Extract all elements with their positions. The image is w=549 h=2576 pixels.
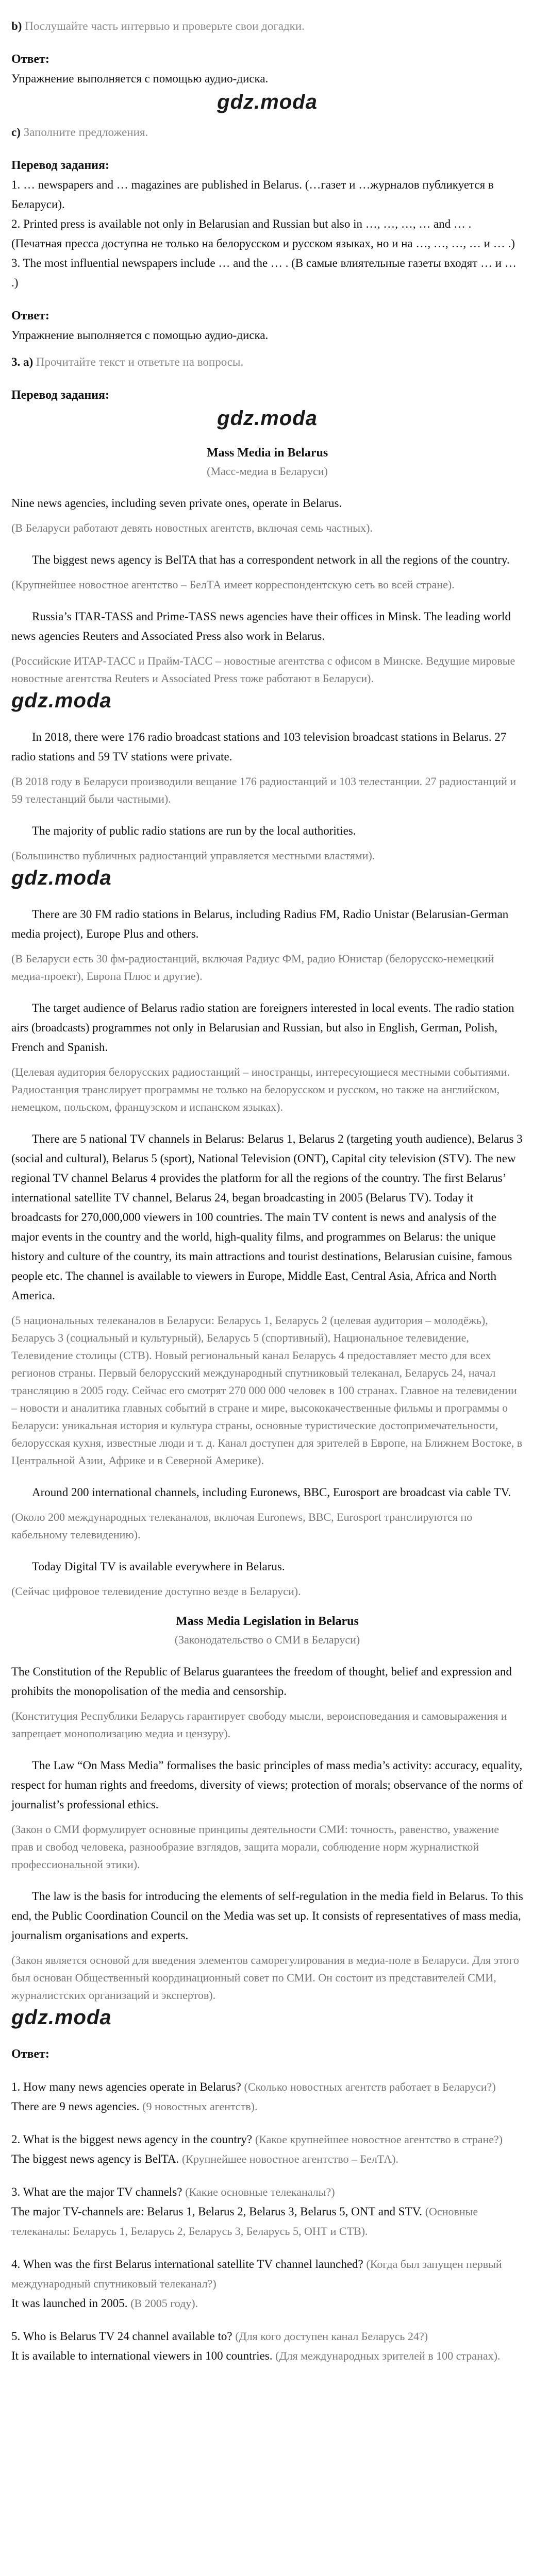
paragraph-english: There are 30 FM radio stations in Belarus, including Radius FM, Radio Unistar (Belarusian-German media project), Europe Plus and others. bbox=[11, 908, 509, 940]
answer-translation: (9 новостных агентств). bbox=[142, 2100, 258, 2113]
text-line: 1. … newspapers and … magazines are published in Belarus. (…газет и …журналов публикуется в Беларуси). bbox=[11, 178, 494, 211]
exercise-text: Заполните предложения. bbox=[23, 126, 148, 139]
paragraph-translation: (5 национальных телеканалов в Беларуси: Беларусь 1, Беларусь 2 (целевая аудитория – молодёжь), Беларусь 3 (социальный и культурный), Беларусь 5 (спортивный), Национальное телевидение, Телевидение столицы (СТВ). Новый региональный канал Беларусь 4 предоставляет место для всех регионов страны. Первый белорусский международный спутниковый телеканал, Беларусь 24, начал трансляцию в 2005 году. Сейчас его смотрят 270 000 000 человек в 100 странах. Главное на телевидении – новости и аналитика главных событий в стране и мире, высококачественные фильмы и программы о Беларуси: уникальная история и культура страны, основные туристические достопримечательности, белорусская кухня, известные люди и т. д. Канал доступен для зрителей в Европе, на Ближнем Востоке, в Центральной Азии, Африке и в Северной Америке). bbox=[11, 1314, 523, 1467]
watermark: gdz.moda bbox=[217, 407, 318, 430]
question-line bbox=[11, 2130, 523, 2149]
question-line bbox=[11, 2255, 523, 2294]
paragraph bbox=[11, 1756, 523, 1873]
article-subtitle-translation: (Законодательство о СМИ в Беларуси) bbox=[174, 1633, 360, 1646]
exercise-instruction bbox=[11, 123, 523, 142]
exercise-number: b) bbox=[11, 20, 22, 32]
paragraph-translation: (Закон является основой для введения элементов саморегулирования в медиа-поле в Беларуси. Для этого был основан Общественный координационный совет по СМИ. Он состоит из представителей СМИ, журналистских организаций и экспертов). bbox=[11, 1954, 519, 2002]
answer-item bbox=[11, 2077, 523, 2116]
question-line bbox=[11, 2327, 523, 2346]
answer-item bbox=[11, 2255, 523, 2313]
exercise-text: Прочитайте текст и ответьте на вопросы. bbox=[36, 355, 244, 368]
exercise-number: 3. a) bbox=[11, 355, 34, 368]
text-line: Упражнение выполняется с помощью аудио-диска. bbox=[11, 72, 269, 85]
paragraph-english: There are 5 national TV channels in Belarus: Belarus 1, Belarus 2 (targeting youth audience), Belarus 3 (social and cultural), Belarus 5 (sport), National Television (ONT), Capital city television (STV). The new regional TV channel Belarus 4 provides the platform for all the regions of the country. The first Belarus’ international satellite TV channel, Belarus 24, began broadcasting in 2005 (Belarus TV). Today it broadcasts for 270,000,000 viewers in 100 countries. The main TV content is news and analysis of the major events in the country and the world, high-quality films, and programmes on Belarus: the unique history and culture of the country, its main attractions and tourist destinations, Belarusian cuisine, famous people etc. The channel is available to viewers in Europe, Middle East, Central Asia, Africa and North America. bbox=[11, 1132, 523, 1302]
paragraph bbox=[11, 550, 523, 594]
paragraph-translation: (Целевая аудитория белорусских радиостанций – иностранцы, интересующиеся местными событиями. Радиостанция транслирует программы не только на белорусском и русском, но также на английском, немецком, польском, французском и испанском языках). bbox=[11, 1065, 510, 1113]
question-english: 5. Who is Belarus TV 24 channel available to? bbox=[11, 2330, 232, 2343]
paragraph-english: The Constitution of the Republic of Belarus guarantees the freedom of thought, belief and expression and prohibits the monopolisation of the media and censorship. bbox=[11, 1665, 512, 1698]
section-heading: Перевод задания: bbox=[11, 388, 109, 402]
paragraph-translation: (Около 200 международных телеканалов, включая Euronews, BBC, Eurosport транслируются по кабельному телевидению). bbox=[11, 1511, 473, 1541]
answer-english: It was launched in 2005. bbox=[11, 2297, 128, 2310]
question-translation: (Когда был запущен первый международный спутниковый телеканал?) bbox=[11, 2258, 502, 2290]
paragraph-translation: (Сейчас цифровое телевидение доступно везде в Беларуси). bbox=[11, 1585, 301, 1598]
paragraph-english: The Law “On Mass Media” formalises the basic principles of mass media’s activity: accuracy, equality, respect for human rights and freedoms, diversity of views; protection of morals; observance of the norms of journalist’s professional ethics. bbox=[11, 1759, 523, 1811]
paragraph-translation: (В 2018 году в Беларуси производили вещание 176 радиостанций и 103 телестанции. 27 радиостанций и 59 телестанций были частными). bbox=[11, 775, 517, 805]
paragraph-english: The law is the basis for introducing the elements of self-regulation in the media field in Belarus. To this end, the Public Coordination Council on the Media was set up. It consists of representatives of mass media, journalism organisations and experts. bbox=[11, 1890, 523, 1942]
paragraph-translation: (В Беларуси есть 30 фм-радиостанций, включая Радиус ФМ, радио Юнистар (белорусско-немецкий медиа-проект), Европа Плюс и другие). bbox=[11, 952, 494, 982]
answer-item bbox=[11, 2327, 523, 2366]
answer-item bbox=[11, 2130, 523, 2169]
answer-english: The major TV-channels are: Belarus 1, Belarus 2, Belarus 3, Belarus 5, ONT and STV. bbox=[11, 2205, 422, 2218]
paragraph-english: Russia’s ITAR-TASS and Prime-TASS news agencies have their offices in Minsk. The leading world news agencies Reuters and Associated Press also work in Belarus. bbox=[11, 610, 511, 642]
text-line: 3. The most influential newspapers include … and the … . (В самые влиятельные газеты входят … и … .) bbox=[11, 257, 517, 289]
paragraph-translation: (Большинство публичных радиостанций управляется местными властями). bbox=[11, 849, 375, 862]
article-title: Mass Media Legislation in Belarus bbox=[176, 1615, 359, 1628]
paragraph-english: Today Digital TV is available everywhere in Belarus. bbox=[32, 1560, 285, 1573]
question-english: 2. What is the biggest news agency in the country? bbox=[11, 2133, 253, 2146]
paragraph bbox=[11, 494, 523, 537]
paragraph bbox=[11, 821, 523, 865]
paragraph-translation: (Российские ИТАР-ТАСС и Прайм-ТАСС – новостные агентства с офисом в Минске. Ведущие мировые новостные агентства Reuters и Associated Press тоже работают в Беларуси). bbox=[11, 654, 515, 685]
answer-item bbox=[11, 2182, 523, 2241]
watermark: gdz.moda bbox=[11, 689, 112, 712]
article-title: Mass Media in Belarus bbox=[206, 446, 328, 460]
paragraph-english: Nine news agencies, including seven private ones, operate in Belarus. bbox=[11, 497, 342, 510]
answer-translation: (В 2005 году). bbox=[130, 2297, 198, 2310]
watermark: gdz.moda bbox=[11, 2006, 112, 2029]
answer-line bbox=[11, 2202, 523, 2241]
question-english: 1. How many news agencies operate in Belarus? bbox=[11, 2080, 241, 2093]
paragraph bbox=[11, 1557, 523, 1600]
answer-line bbox=[11, 2294, 523, 2313]
answer-english: It is available to international viewers in 100 countries. bbox=[11, 2349, 273, 2362]
watermark: gdz.moda bbox=[11, 867, 112, 889]
paragraph-english: The target audience of Belarus radio station are foreigners interested in local events. The radio station airs (broadcasts) programmes not only in Belarusian and Russian, but also in English, German, Polish, French and Spanish. bbox=[11, 1002, 514, 1054]
text-line: 2. Printed press is available not only in Belarusian and Russian but also in …, …, …, … and … . (Печатная пресса доступна не только на белорусском и русском языках, но и на …, …, …, … и … .) bbox=[11, 217, 515, 250]
exercise-instruction bbox=[11, 352, 523, 372]
section-heading: Ответ: bbox=[11, 309, 49, 323]
answer-translation: (Крупнейшее новостное агентство – БелТА). bbox=[181, 2153, 398, 2165]
paragraph bbox=[11, 607, 523, 687]
paragraph bbox=[11, 1662, 523, 1742]
exercise-instruction bbox=[11, 16, 523, 36]
question-line bbox=[11, 2182, 523, 2202]
answer-translation: (Для международных зрителей в 100 странах). bbox=[275, 2349, 501, 2362]
paragraph bbox=[11, 998, 523, 1116]
paragraph-english: Around 200 international channels, including Euronews, BBC, Eurosport are broadcast via cable TV. bbox=[32, 1486, 511, 1499]
answer-line bbox=[11, 2346, 523, 2366]
paragraph bbox=[11, 1129, 523, 1469]
paragraph-english: The biggest news agency is BelTA that has a correspondent network in all the regions of the country. bbox=[32, 553, 510, 566]
paragraph-translation: (Крупнейшее новостное агентство – БелТА имеет корреспондентскую сеть во всей стране). bbox=[11, 578, 455, 591]
paragraph-translation: (Закон о СМИ формулирует основные принципы деятельности СМИ: точность, равенство, уважение прав и свобод человека, разнообразие взглядов, защита морали, соблюдение норм журналисткой профессиональной этики). bbox=[11, 1823, 499, 1871]
section-heading: Ответ: bbox=[11, 2047, 49, 2061]
question-english: 3. What are the major TV channels? bbox=[11, 2185, 182, 2198]
answer-line bbox=[11, 2097, 523, 2116]
question-line bbox=[11, 2077, 523, 2097]
section-heading: Ответ: bbox=[11, 53, 49, 66]
article-subtitle-translation: (Масс-медиа в Беларуси) bbox=[207, 465, 328, 478]
question-translation: (Для кого доступен канал Беларусь 24?) bbox=[235, 2330, 428, 2343]
exercise-number: c) bbox=[11, 126, 21, 139]
answer-english: The biggest news agency is BelTA. bbox=[11, 2153, 179, 2165]
paragraph-english: In 2018, there were 176 radio broadcast stations and 103 television broadcast stations in Belarus. 27 radio stations and 59 TV stations were private. bbox=[11, 731, 507, 763]
paragraph bbox=[11, 905, 523, 985]
text-line: Упражнение выполняется с помощью аудио-диска. bbox=[11, 329, 269, 342]
paragraph-translation: (Конституция Республики Беларусь гарантирует свободу мысли, вероисповедания и самовыражения и запрещает монополизацию медиа и цензуру). bbox=[11, 1709, 507, 1740]
answer-line bbox=[11, 2149, 523, 2169]
answer-translation: (Основные телеканалы: Беларусь 1, Беларусь 2, Беларусь 3, Беларусь 5, ОНТ и СТВ). bbox=[11, 2205, 478, 2238]
paragraph bbox=[11, 1483, 523, 1544]
paragraph bbox=[11, 1887, 523, 2004]
watermark: gdz.moda bbox=[217, 91, 318, 113]
paragraph-translation: (В Беларуси работают девять новостных агентств, включая семь частных). bbox=[11, 521, 373, 534]
paragraph bbox=[11, 727, 523, 808]
question-translation: (Сколько новостных агентств работает в Беларуси?) bbox=[244, 2080, 496, 2093]
exercise-text: Послушайте часть интервью и проверьте свои догадки. bbox=[25, 20, 305, 32]
question-translation: (Какое крупнейшее новостное агентство в стране?) bbox=[255, 2133, 503, 2146]
question-english: 4. When was the first Belarus international satellite TV channel launched? bbox=[11, 2258, 363, 2270]
paragraph-english: The majority of public radio stations are run by the local authorities. bbox=[32, 824, 356, 837]
answer-english: There are 9 news agencies. bbox=[11, 2100, 140, 2113]
section-heading: Перевод задания: bbox=[11, 159, 109, 172]
question-translation: (Какие основные телеканалы?) bbox=[185, 2185, 335, 2198]
